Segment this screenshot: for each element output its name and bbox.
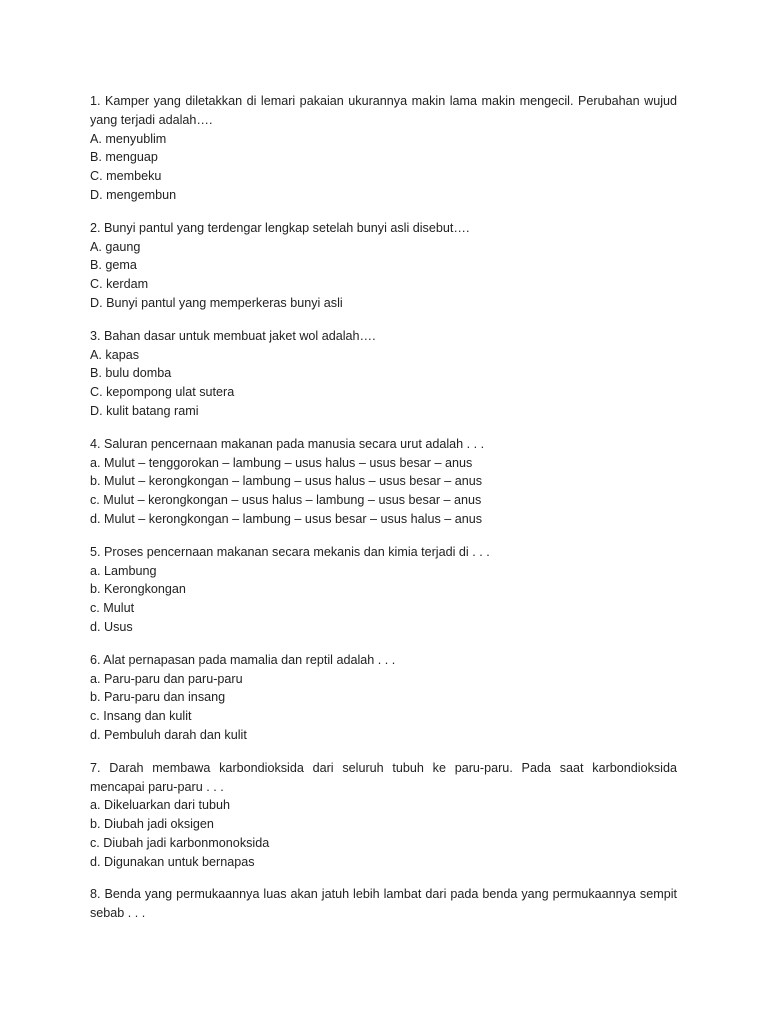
question-text: 6. Alat pernapasan pada mamalia dan reptil adalah . . . xyxy=(90,652,396,667)
question-8 xyxy=(90,885,677,923)
option-b: b. Diubah jadi oksigen xyxy=(90,817,214,832)
question-5 xyxy=(90,543,677,637)
option-d: d. Usus xyxy=(90,619,133,634)
question-text: 7. Darah membawa karbondioksida dari seluruh tubuh ke paru-paru. Pada saat karbondioksida mencapai paru-paru . . . xyxy=(90,760,677,794)
option-a: A. kapas xyxy=(90,347,140,362)
option-d: d. Digunakan untuk bernapas xyxy=(90,854,255,869)
option-a: A. gaung xyxy=(90,239,141,254)
option-a: A. menyublim xyxy=(90,131,167,146)
option-list xyxy=(90,670,677,745)
option-a: a. Dikeluarkan dari tubuh xyxy=(90,798,231,813)
option-b: B. menguap xyxy=(90,150,158,165)
option-d: d. Pembuluh darah dan kulit xyxy=(90,727,247,742)
option-c: C. membeku xyxy=(90,169,162,184)
option-c: c. Insang dan kulit xyxy=(90,709,192,724)
option-b: B. gema xyxy=(90,258,137,273)
option-list xyxy=(90,346,677,421)
option-b: b. Mulut – kerongkongan – lambung – usus halus – usus besar – anus xyxy=(90,474,483,489)
question-7 xyxy=(90,759,677,872)
option-a: a. Mulut – tenggorokan – lambung – usus halus – usus besar – anus xyxy=(90,455,473,470)
option-list xyxy=(90,238,677,313)
option-b: b. Kerongkongan xyxy=(90,582,186,597)
option-d: D. mengembun xyxy=(90,187,177,202)
option-a: a. Lambung xyxy=(90,563,157,578)
option-list xyxy=(90,130,677,205)
option-c: c. Mulut xyxy=(90,601,135,616)
option-d: D. kulit batang rami xyxy=(90,403,199,418)
question-3 xyxy=(90,327,677,421)
option-b: b. Paru-paru dan insang xyxy=(90,690,226,705)
question-2 xyxy=(90,219,677,313)
question-4 xyxy=(90,435,677,529)
question-text: 2. Bunyi pantul yang terdengar lengkap setelah bunyi asli disebut…. xyxy=(90,220,470,235)
question-text: 3. Bahan dasar untuk membuat jaket wol adalah…. xyxy=(90,328,376,343)
option-a: a. Paru-paru dan paru-paru xyxy=(90,671,243,686)
option-b: B. bulu domba xyxy=(90,366,172,381)
option-list xyxy=(90,796,677,871)
question-text: 4. Saluran pencernaan makanan pada manusia secara urut adalah . . . xyxy=(90,436,485,451)
option-c: C. kerdam xyxy=(90,277,149,292)
question-1 xyxy=(90,92,677,205)
option-d: d. Mulut – kerongkongan – lambung – usus besar – usus halus – anus xyxy=(90,511,483,526)
option-c: C. kepompong ulat sutera xyxy=(90,385,235,400)
question-text: 8. Benda yang permukaannya luas akan jatuh lebih lambat dari pada benda yang permukaannya sempit sebab . . . xyxy=(90,887,677,921)
question-text: 1. Kamper yang diletakkan di lemari pakaian ukurannya makin lama makin mengecil. Perubahan wujud yang terjadi adalah…. xyxy=(90,94,677,127)
option-d: D. Bunyi pantul yang memperkeras bunyi asli xyxy=(90,295,343,310)
option-c: c. Diubah jadi karbonmonoksida xyxy=(90,835,270,850)
question-text: 5. Proses pencernaan makanan secara mekanis dan kimia terjadi di . . . xyxy=(90,544,490,559)
option-list xyxy=(90,562,677,637)
option-c: c. Mulut – kerongkongan – usus halus – lambung – usus besar – anus xyxy=(90,493,482,508)
option-list xyxy=(90,454,677,529)
question-6 xyxy=(90,651,677,745)
